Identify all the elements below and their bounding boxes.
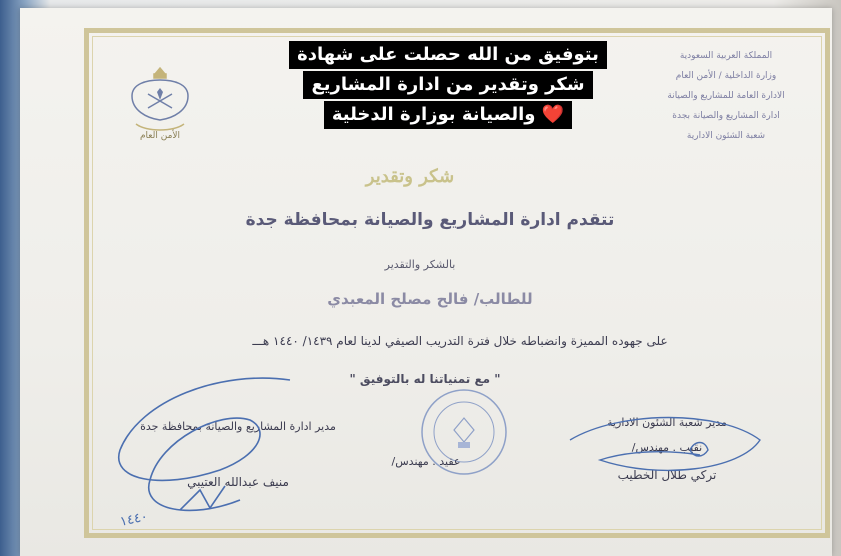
ministry-header	[651, 46, 801, 146]
header-line: المملكة العربية السعودية	[679, 51, 773, 61]
effort-line: على جهوده المميزة وانضباطه خلال فترة التدريب الصيفي لدينا لعام ١٤٣٩/ ١٤٤٠ هـــ	[252, 334, 668, 348]
left-signature-block	[88, 420, 388, 489]
left-signatory-title: مدير ادارة المشاريع والصيانة بمحافظة جدة	[140, 420, 336, 433]
issuer-line: تتقدم ادارة المشاريع والصيانة بمحافظة جدة	[245, 210, 615, 230]
header-line: شعبة الشئون الادارية	[686, 131, 766, 141]
public-security-emblem	[118, 62, 202, 146]
header-line: الادارة العامة للمشاريع والصيانة	[667, 91, 785, 101]
wish-line: " مع تمنياتنا له بالتوفيق "	[349, 372, 501, 386]
caption-line-3	[324, 101, 572, 129]
right-signatory-rank: نقيب . مهندس/	[631, 441, 703, 454]
caption-line-1: بتوفيق من الله حصلت على شهادة	[289, 41, 607, 69]
right-signatory-title: مدير شعبة الشئون الادارية	[607, 416, 727, 429]
overlay-caption	[268, 40, 628, 130]
caption-line-2: شكر وتقدير من ادارة المشاريع	[303, 71, 592, 99]
heart-emoji: ❤️	[541, 104, 565, 125]
header-line: وزارة الداخلية / الأمن العام	[675, 71, 777, 81]
left-signatory-name: منيف عبدالله العتيبي	[187, 475, 289, 489]
right-signatory-name: تركي طلال الخطيب	[617, 468, 717, 482]
thanks-line: بالشكر والتقدير	[384, 258, 456, 271]
center-signatory-rank: عقيد . مهندس/	[391, 455, 461, 468]
center-signature-block	[366, 455, 486, 468]
handwritten-year: ١٤٤٠	[118, 509, 150, 530]
right-signature-block	[537, 416, 797, 482]
student-line: للطالب/ فالح مصلح المعبدي	[327, 290, 533, 308]
emblem-label: الأمن العام	[139, 131, 181, 141]
certificate-title: شكر وتقدير	[365, 166, 455, 187]
header-line: ادارة المشاريع والصيانة بجدة	[672, 111, 780, 121]
caption-line-3-text: والصيانة بوزارة الدخلية	[331, 104, 536, 125]
